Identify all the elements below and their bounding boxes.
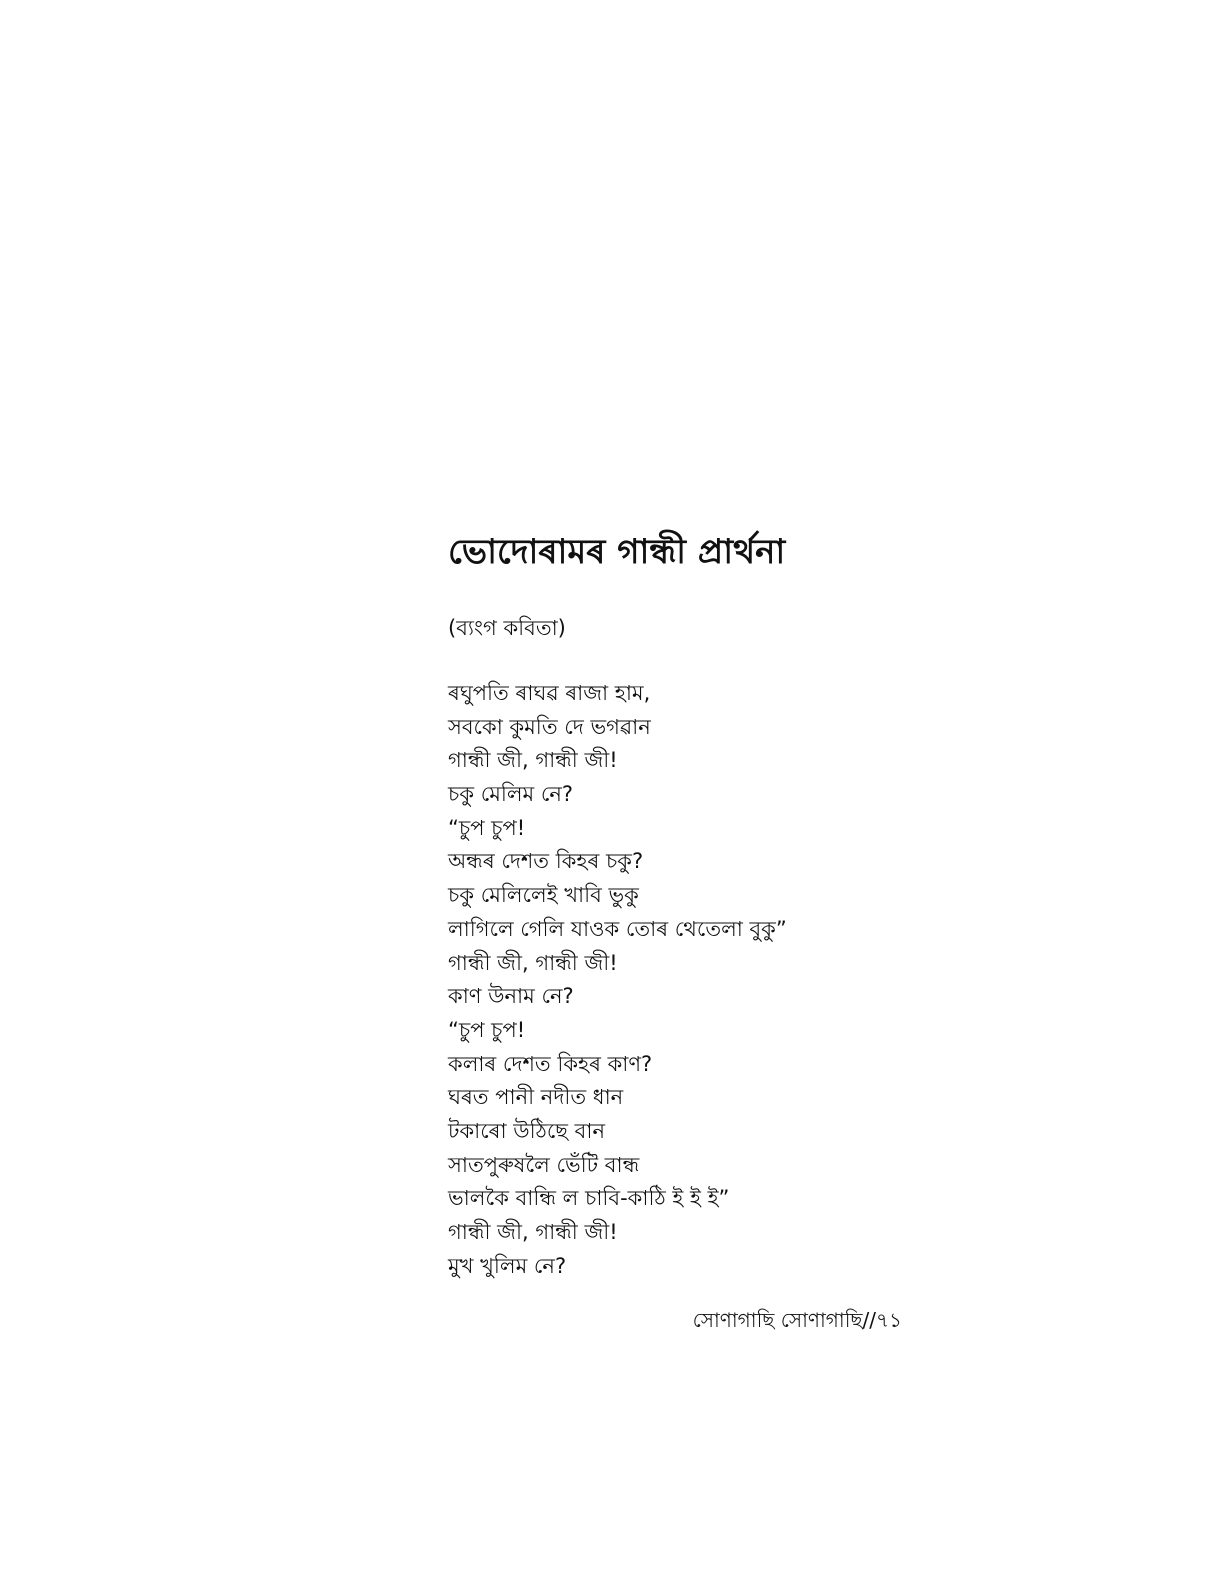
poem-line: গান্ধী জী, গান্ধী জী! <box>448 748 618 773</box>
poem-line: ৰঘুপতি ৰাঘৱ ৰাজা হাম, <box>448 681 651 705</box>
poem-line: অন্ধৰ দেশত কিহৰ চকু? <box>448 849 644 874</box>
poem-line: টকাৰো উঠিছে বান <box>448 1118 605 1143</box>
poem-line: “চুপ চুপ! <box>448 1017 526 1042</box>
poem-line: সাতপুৰুষলৈ ভেঁটি বান্ধ <box>448 1152 640 1177</box>
poem-subtitle: (ব্যংগ কবিতা) <box>448 616 566 640</box>
poem-line: গান্ধী জী, গান্ধী জী! <box>448 950 618 975</box>
poem-body <box>448 677 928 1283</box>
poem-line: সবকো কুমতি দে ভগৱান <box>448 714 651 739</box>
poem-line: চকু মেলিলেই খাবি ভুকু <box>448 883 639 908</box>
poem-line: কলাৰ দেশত কিহৰ কাণ? <box>448 1051 653 1076</box>
poem-line: গান্ধী জী, গান্ধী জী! <box>448 1220 618 1244</box>
page-footer: সোণাগাছি সোণাগাছি//৭১ <box>692 1308 902 1332</box>
poem-line: মুখ খুলিম নে? <box>448 1253 567 1278</box>
poem-line: ভালকৈ বান্ধি ল চাবি-কাঠি ই ই ই” <box>448 1186 730 1211</box>
poem-line: ঘৰত পানী নদীত ধান <box>448 1085 624 1110</box>
poem-title: ভোদোৰামৰ গান্ধী প্ৰাৰ্থনা <box>448 532 786 572</box>
poem-line: কাণ উনাম নে? <box>448 984 574 1009</box>
poem-line: লাগিলে গেলি যাওক তোৰ থেতেলা বুকু” <box>448 916 787 941</box>
poem-line: চকু মেলিম নে? <box>448 782 574 807</box>
poem-line: “চুপ চুপ! <box>448 815 526 840</box>
